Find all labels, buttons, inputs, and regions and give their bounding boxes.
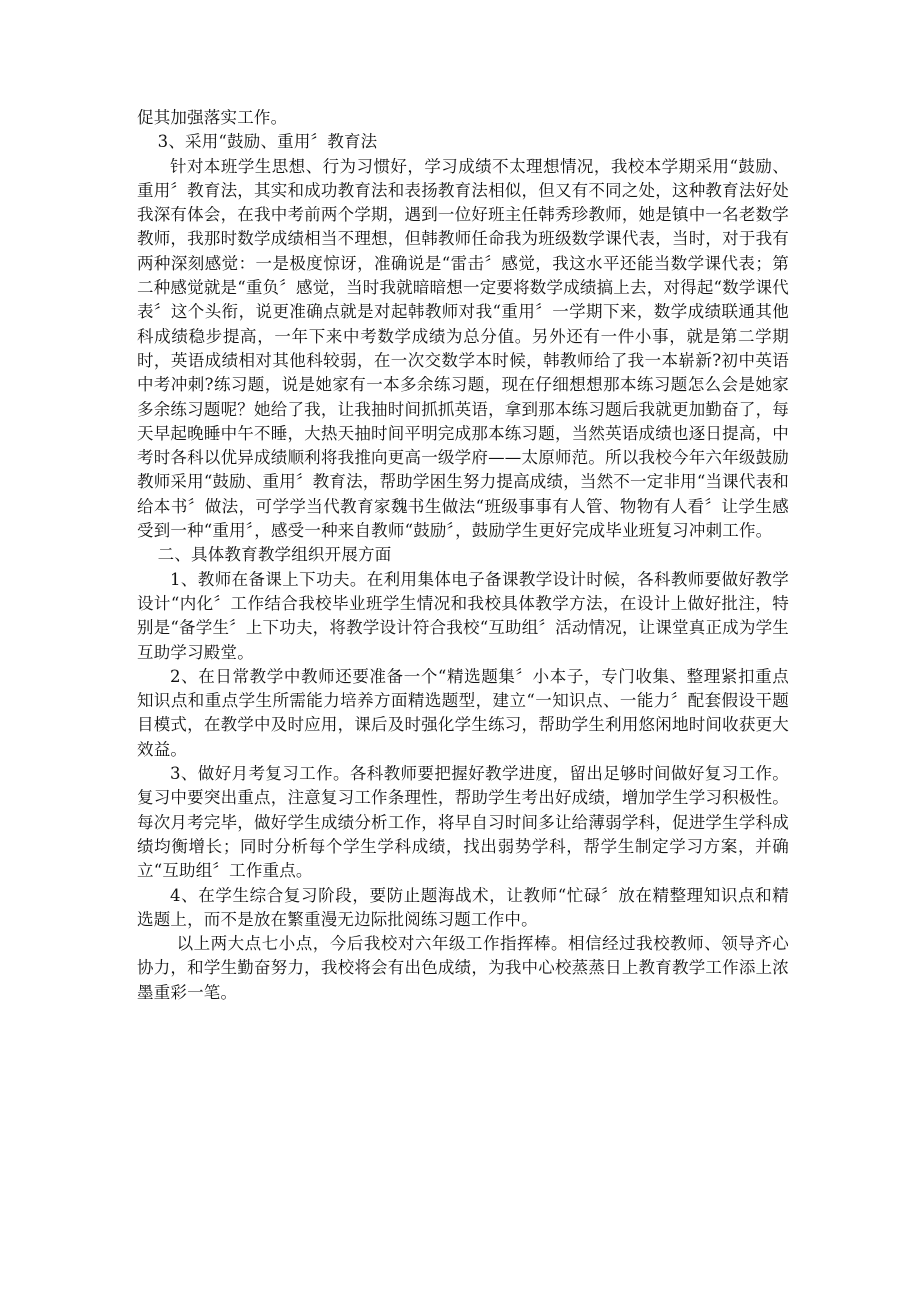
paragraph-item-monthly-exam: 3、做好月考复习工作。各科教师要把握好教学进度，留出足够时间做好复习工作。复习中要突出重点，注意复习工作条理性，帮助学生考出好成绩，增加学生学习积极性。每次月考完毕，做好学生成绩分析工作，将早自习时间多让给薄弱学科，促进学生学科成绩均衡增长；同时分析每个学生学科成绩，找出弱势学科，帮学生制定学习方案，并确立“互助组〞工作重点。 (137, 764, 789, 881)
paragraph-continuation: 促其加强落实工作。 (137, 108, 288, 127)
paragraph-item-selected-questions: 2、在日常教学中教师还要准备一个“精选题集〞小本子，专门收集、整理紧扣重点知识点和重点学生所需能力培养方面精选题型，建立“一知识点、一能力〞配套假设干题目模式，在教学中及时应用，课后及时强化学生练习，帮助学生利用悠闲地时间收获更大效益。 (137, 666, 789, 759)
paragraph-conclusion: 以上两大点七小点，今后我校对六年级工作指挥棒。相信经过我校教师、领导齐心协力，和学生勤奋努力，我校将会有出色成绩，为我中心校蒸蒸日上教育教学工作添上浓墨重彩一笔。 (137, 934, 789, 1002)
document-page (137, 106, 789, 1005)
section-heading-teaching-organization: 二、具体教育教学组织开展方面 (157, 545, 392, 565)
paragraph-item-lesson-prep: 1、教师在备课上下功夫。在利用集体电子备课教学设计时候，各科教师要做好教学设计“内化〞工作结合我校毕业班学生情况和我校具体教学方法，在设计上做好批注，特别是“备学生〞上下功夫，将教学设计符合我校“互助组〞活动情况，让课堂真正成为学生互助学习殿堂。 (137, 569, 789, 662)
section-heading-encourage-method: 3、采用“鼓励、重用〞教育法 (157, 132, 378, 152)
paragraph-encourage-method-body: 针对本班学生思想、行为习惯好，学习成绩不太理想情况，我校本学期采用“鼓励、重用〞教育法，其实和成功教育法和表扬教育法相似，但又有不同之处，这种教育法好处我深有体会，在我中考前两个学期，遇到一位好班主任韩秀珍教师，她是镇中一名老数学教师，我那时数学成绩相当不理想，但韩教师任命我为班级数学课代表，当时，对于我有两种深刻感觉：一是极度惊讶，准确说是“雷击〞感觉，我这水平还能当数学课代表；第二种感觉就是“重负〞感觉，当时我就暗暗想一定要将数学成绩搞上去，对得起“数学课代表〞这个头衔，说更准确点就是对起韩教师对我“重用〞一学期下来，数学成绩联通其他科成绩稳步提高，一年下来中考数学成绩为总分值。另外还有一件小事，就是第二学期时，英语成绩相对其他科较弱，在一次交数学本时候，韩教师给了我一本崭新?初中英语中考冲刺?练习题，说是她家有一本多余练习题，现在仔细想想那本练习题怎么会是她家多余练习题呢？她给了我，让我抽时间抓抓英语，拿到那本练习题后我就更加勤奋了，每天早起晚睡中午不睡，大热天抽时间平明完成那本练习题，当然英语成绩也逐日提高，中考时各科以优异成绩顺利将我推向更高一级学府——太原师范。所以我校今年六年级鼓励教师采用“鼓励、重用〞教育法，帮助学困生努力提高成绩，当然不一定非用“当课代表和给本书〞做法，可学学当代教育家魏书生做法“班级事事有人管、物物有人看〞让学生感受到一种“重用〞，感受一种来自教师“鼓励〞，鼓励学生更好完成毕业班复习冲刺工作。 (137, 156, 789, 541)
paragraph-item-review-stage: 4、在学生综合复习阶段，要防止题海战术，让教师“忙碌〞放在精整理知识点和精选题上，而不是放在繁重漫无边际批阅练习题工作中。 (137, 885, 789, 929)
